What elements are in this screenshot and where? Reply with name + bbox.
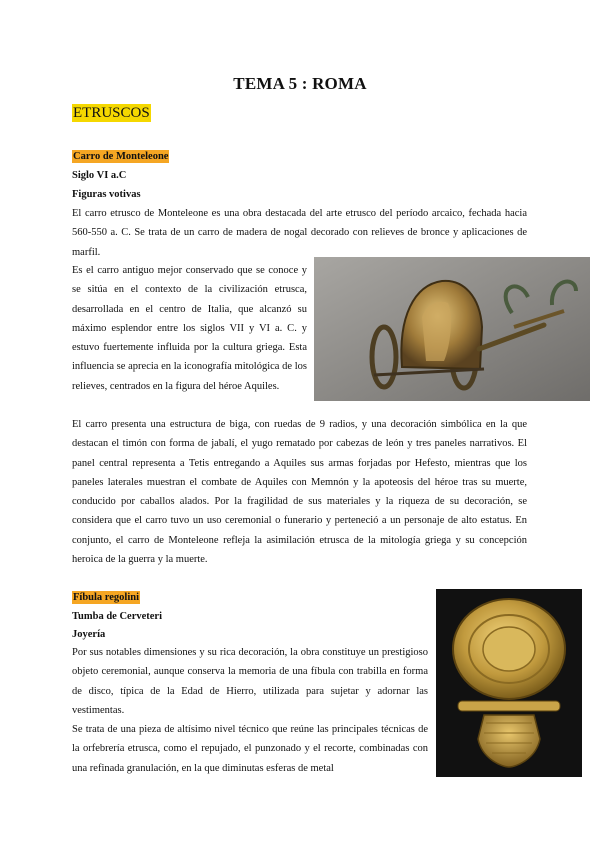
fibula-category: Joyería	[72, 629, 106, 640]
fibula-image	[436, 589, 582, 777]
fibula-location: Tumba de Cerveteri	[72, 611, 163, 622]
carro-paragraph-1: El carro etrusco de Monteleone es una obra destacada del arte etrusco del período arcaico, fechada hacia 560-550 a. C. Se trata de un carro de madera de nogal decorado con relieves de bronce y aplicaciones de marfil.	[72, 208, 527, 258]
carro-period: Siglo VI a.C	[72, 170, 127, 181]
carro-heading: Carro de Monteleone	[73, 151, 169, 162]
carro-paragraph-2: Es el carro antiguo mejor conservado que se conoce y se sitúa en el contexto de la civilización etrusca, desarrollada en el centro de Italia, que alcanzó su máximo esplendor entre los siglos VII y VI a. C. y estuvo fuertemente influida por la cultura griega. Esta influencia se aprecia en la iconografía mitológica de los relieves, centrados en la figura del héroe Aquiles.	[72, 265, 307, 392]
fibula-paragraph-2: Se trata de una pieza de altísimo nivel técnico que reúne las principales técnicas de la orfebrería etrusca, como el repujado, el punzonado y el recorte, combinadas con una refinada granulación, en la que diminutas esferas de metal	[72, 724, 428, 774]
chariot-image	[314, 257, 590, 401]
fibula-heading: Fíbula regolini	[73, 592, 140, 603]
page-title: TEMA 5 : ROMA	[233, 74, 367, 93]
carro-paragraph-3: El carro presenta una estructura de biga, con ruedas de 9 radios, y una decoración simbólica en la que destacan el timón con forma de jabalí, el yugo rematado por cabezas de león y tres paneles narrativos. El panel central representa a Tetis entregando a Aquiles sus armas forjadas por Hefesto, mientras que los paneles laterales muestran el combate de Aquiles con Memnón y la apoteosis del héroe tras su muerte, conducido por caballos alados. Por la fragilidad de sus materiales y la riqueza de su decoración, se considera que el carro tuvo un uso ceremonial o funerario y perteneció a un personaje de alto estatus. En conjunto, el carro de Monteleone refleja la asimilación etrusca de la mitología griega y su concepción heroica de la guerra y la muerte.	[72, 419, 527, 566]
fibula-paragraph-1: Por sus notables dimensiones y su rica decoración, la obra constituye un prestigioso objeto ceremonial, aunque conserva la memoria de una fíbula con trabilla en forma de disco, típica de la Edad de Hierro, utilizada para sujetar y adornar las vestimentas.	[72, 647, 428, 716]
carro-category: Figuras votivas	[72, 189, 141, 200]
section-heading-etruscos: ETRUSCOS	[73, 105, 150, 121]
